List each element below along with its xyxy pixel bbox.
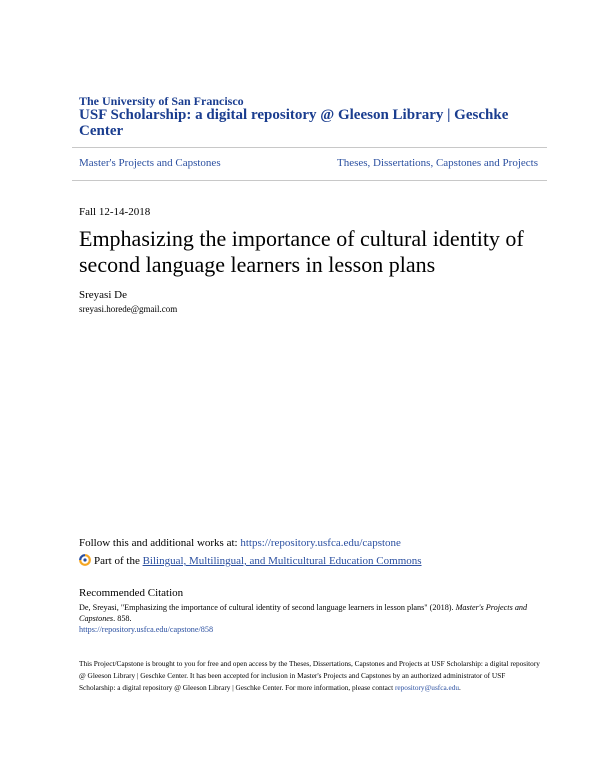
citation-link[interactable]: https://repository.usfca.edu/capstone/858 bbox=[79, 625, 214, 634]
author-name: Sreyasi De bbox=[79, 289, 127, 301]
footer-notice bbox=[79, 658, 541, 694]
citation-series: Master's Projects and Capstones bbox=[79, 603, 528, 623]
contact-email-link[interactable]: repository@usfca.edu bbox=[394, 683, 460, 692]
citation-text: De, Sreyasi, "Emphasizing the importance of cultural identity of second language learners in lesson plans" (2018). bbox=[79, 603, 456, 612]
footer-text: This Project/Capstone is brought to you for free and open access by the Theses, Dissertations, Capstones and Projects at USF Scholarship: a digital repository @ Gleeson Library | Geschke Center. It has been accepted for inclusion in Master's Projects and Capstones by an authorized administrator of USF Scholarship: a digital repository @ Gleeson Library | Geschke Center. For more information, please contact bbox=[79, 659, 540, 692]
nav-link-theses[interactable]: Theses, Dissertations, Capstones and Projects bbox=[336, 157, 538, 169]
paper-title: Emphasizing the importance of cultural identity of second language learners in lesson plans bbox=[79, 226, 524, 277]
citation-heading: Recommended Citation bbox=[79, 587, 184, 599]
author-email: sreyasi.horede@gmail.com bbox=[79, 304, 178, 314]
part-of-label: Part of the bbox=[94, 555, 143, 567]
commons-link[interactable]: Bilingual, Multilingual, and Multicultural Education Commons bbox=[142, 555, 422, 567]
repository-title[interactable]: USF Scholarship: a digital repository @ Gleeson Library | Geschke Center bbox=[79, 107, 509, 139]
institution-name: The University of San Francisco bbox=[79, 94, 244, 108]
nav-link-masters-projects[interactable]: Master's Projects and Capstones bbox=[79, 157, 221, 169]
citation-body bbox=[79, 602, 539, 635]
part-of-line bbox=[79, 554, 422, 567]
follow-link[interactable]: https://repository.usfca.edu/capstone bbox=[240, 537, 401, 549]
footer-end: . bbox=[459, 683, 461, 692]
nav-divider bbox=[72, 180, 547, 181]
header-divider bbox=[72, 147, 547, 148]
follow-label: Follow this and additional works at: bbox=[79, 537, 241, 549]
citation-number: . 858. bbox=[113, 614, 132, 623]
publication-date: Fall 12-14-2018 bbox=[79, 206, 151, 218]
follow-line bbox=[79, 537, 401, 549]
open-access-icon bbox=[79, 554, 91, 566]
